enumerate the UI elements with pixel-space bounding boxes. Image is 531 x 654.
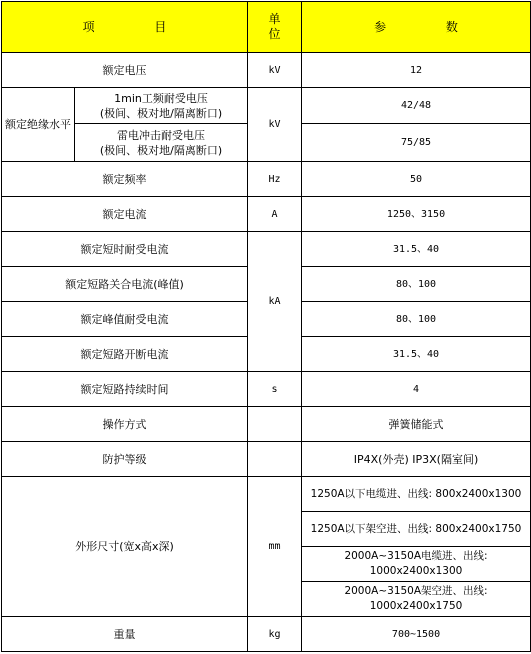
table-row <box>2 617 531 652</box>
row-unit: s <box>248 372 302 407</box>
table-row <box>2 477 531 512</box>
row-unit: kV <box>248 88 302 162</box>
table-row <box>2 53 531 88</box>
row-value: 42/48 <box>302 88 531 124</box>
row-unit <box>248 407 302 442</box>
row-unit: kV <box>248 53 302 88</box>
header-param: 参 数 <box>302 2 531 53</box>
header-item: 项 目 <box>2 2 248 53</box>
row-value: 1250、3150 <box>302 197 531 232</box>
row-unit: A <box>248 197 302 232</box>
header-row <box>2 2 531 53</box>
row-label: 雷电冲击耐受电压 (极间、极对地/隔离断口) <box>75 124 248 162</box>
row-value: 75/85 <box>302 124 531 162</box>
table-row <box>2 372 531 407</box>
row-label: 防护等级 <box>2 442 248 477</box>
dimension-value: 2000A~3150A架空进、出线: 1000x2400x1750 <box>302 582 531 617</box>
row-value: 50 <box>302 162 531 197</box>
row-unit: mm <box>248 477 302 617</box>
header-unit: 单 位 <box>248 2 302 53</box>
row-label: 额定短路持续时间 <box>2 372 248 407</box>
row-label: 额定电压 <box>2 53 248 88</box>
row-label: 重量 <box>2 617 248 652</box>
specification-table <box>1 1 531 652</box>
table-row <box>2 442 531 477</box>
row-unit: kg <box>248 617 302 652</box>
row-label: 额定电流 <box>2 197 248 232</box>
row-label: 操作方式 <box>2 407 248 442</box>
table-row <box>2 232 531 267</box>
row-label: 额定频率 <box>2 162 248 197</box>
row-value: 80、100 <box>302 302 531 337</box>
row-value: 31.5、40 <box>302 337 531 372</box>
row-value: 700~1500 <box>302 617 531 652</box>
row-value: 31.5、40 <box>302 232 531 267</box>
insulation-label: 额定绝缘水平 <box>2 88 75 162</box>
row-unit: Hz <box>248 162 302 197</box>
row-value: 12 <box>302 53 531 88</box>
table-row <box>2 88 531 124</box>
row-label: 额定短路关合电流(峰值) <box>2 267 248 302</box>
table-row <box>2 162 531 197</box>
dimension-value: 1250A以下电缆进、出线: 800x2400x1300 <box>302 477 531 512</box>
table-row <box>2 407 531 442</box>
dimension-value: 2000A~3150A电缆进、出线: 1000x2400x1300 <box>302 547 531 582</box>
row-value: IP4X(外壳) IP3X(隔室间) <box>302 442 531 477</box>
row-value: 弹簧储能式 <box>302 407 531 442</box>
dimensions-label: 外形尺寸(宽x高x深) <box>2 477 248 617</box>
row-unit: kA <box>248 232 302 372</box>
row-value: 4 <box>302 372 531 407</box>
row-label: 额定峰值耐受电流 <box>2 302 248 337</box>
table-row <box>2 197 531 232</box>
row-label: 额定短时耐受电流 <box>2 232 248 267</box>
row-unit <box>248 442 302 477</box>
row-label: 1min工频耐受电压 (极间、极对地/隔离断口) <box>75 88 248 124</box>
row-label: 额定短路开断电流 <box>2 337 248 372</box>
dimension-value: 1250A以下架空进、出线: 800x2400x1750 <box>302 512 531 547</box>
row-value: 80、100 <box>302 267 531 302</box>
